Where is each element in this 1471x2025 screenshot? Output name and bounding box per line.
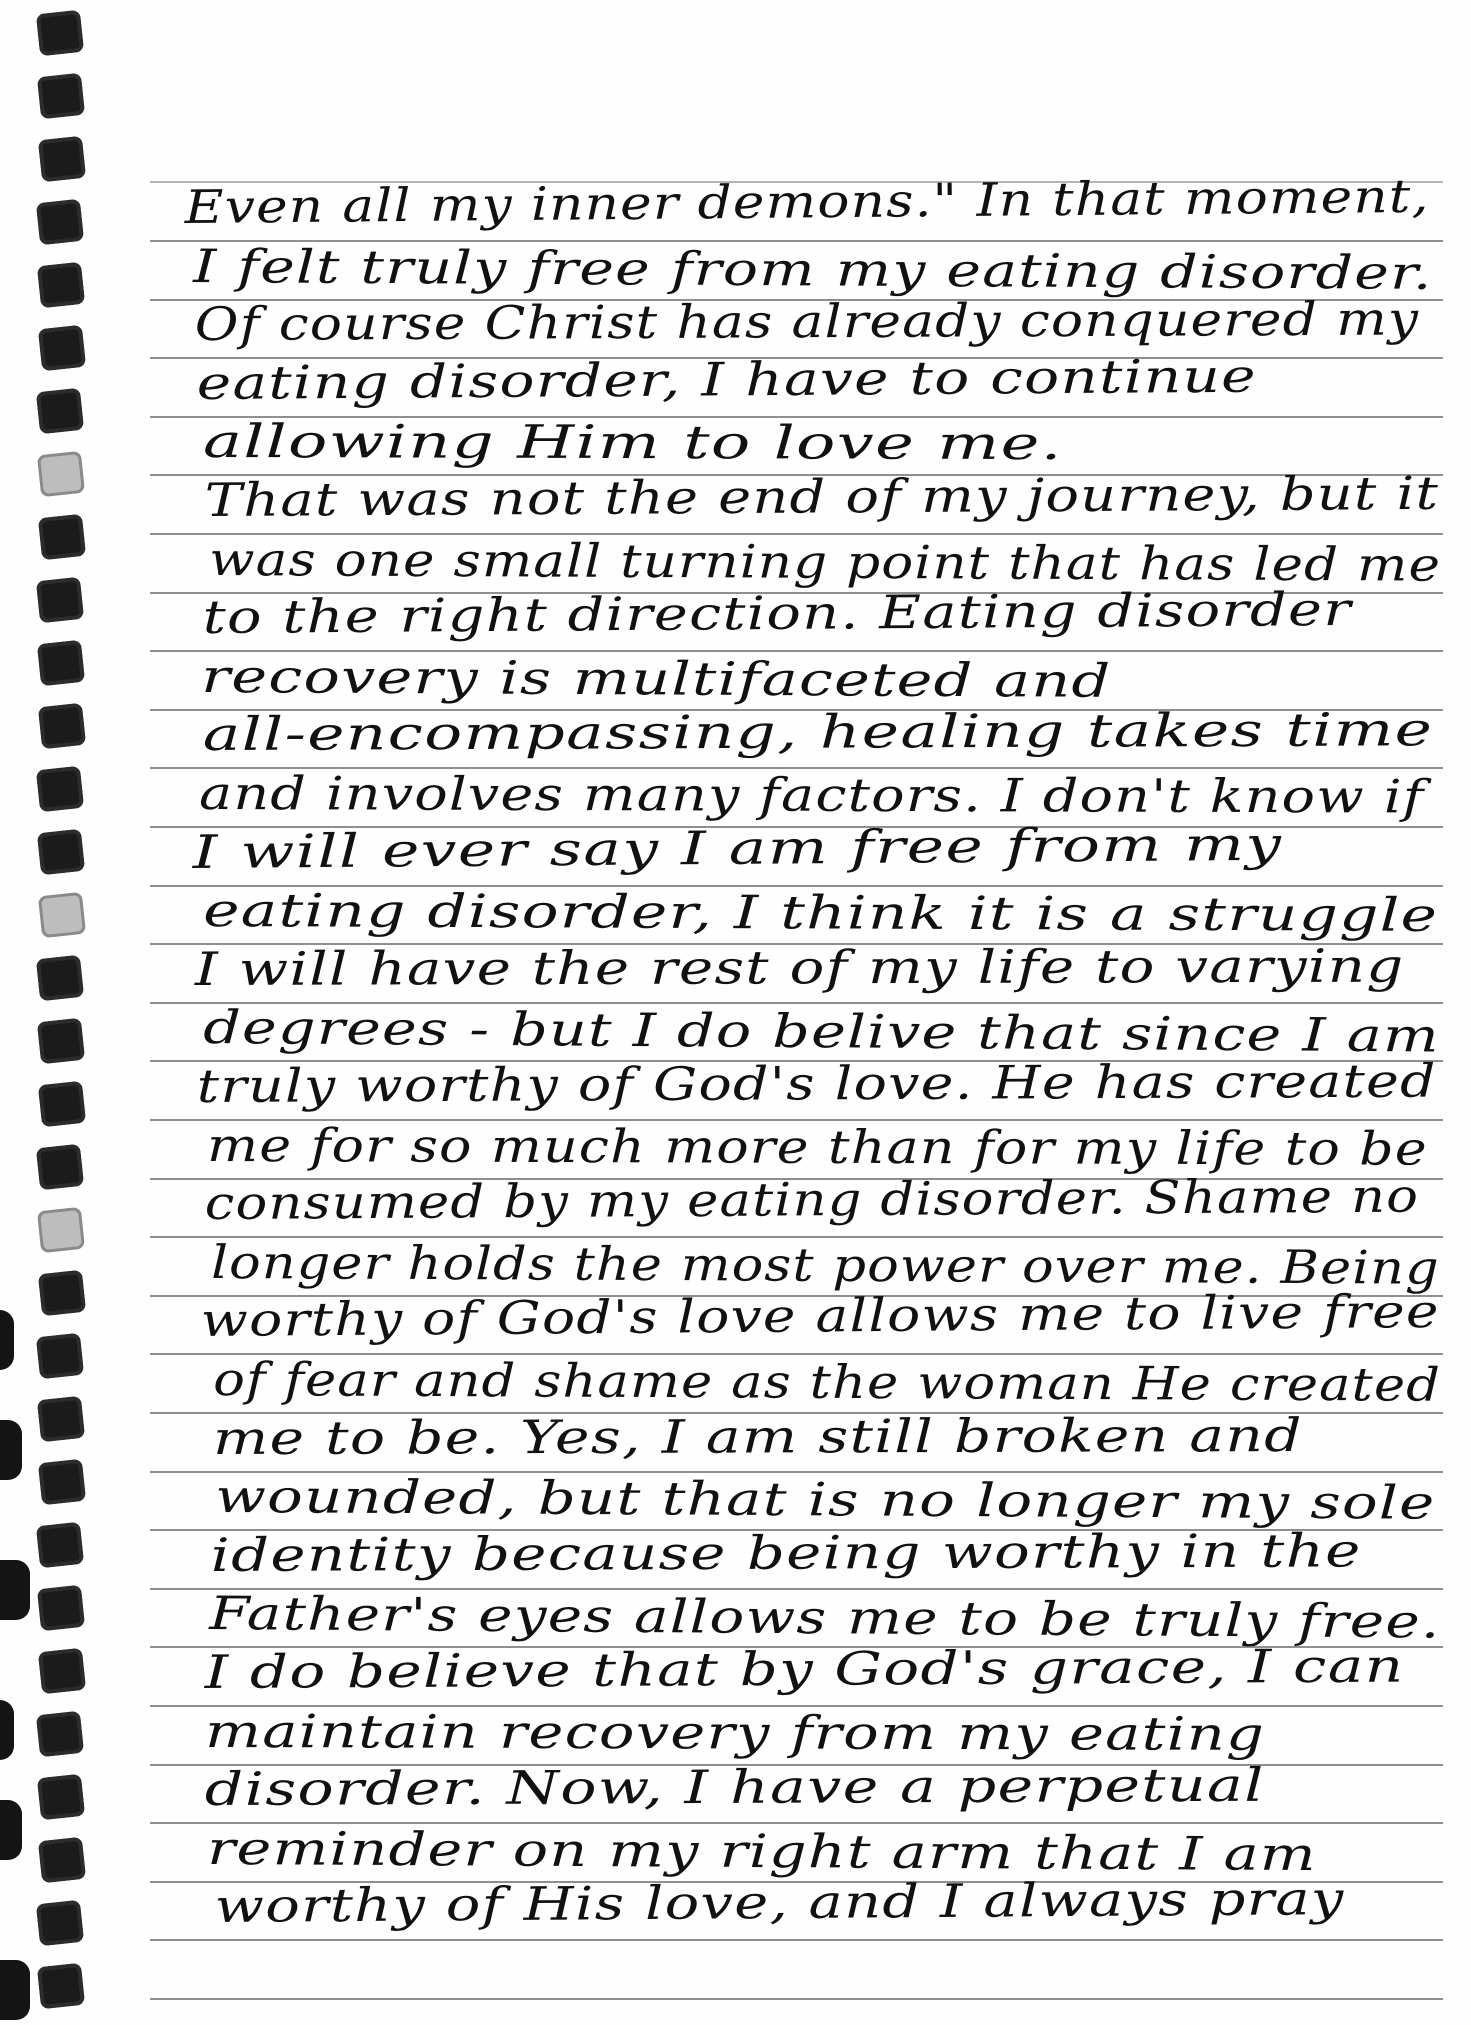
text-line: Even all my inner demons." In that moment, <box>184 168 1430 234</box>
text-line: was one small turning point that has led me <box>209 532 1442 592</box>
text-line: reminder on my right arm that I am <box>207 1821 1318 1882</box>
text-line: all-encompassing, healing takes time <box>202 702 1434 761</box>
text-line: to the right direction. Eating disorder <box>202 581 1353 644</box>
text-line: recovery is multifaceted and <box>201 649 1112 708</box>
text-line: I will ever say I am free from my <box>192 816 1283 879</box>
text-line: and involves many factors. I don't know if <box>199 766 1425 824</box>
text-line: identity because being worthy in the <box>210 1523 1362 1582</box>
text-line: worthy of His love, and I always pray <box>214 1871 1345 1933</box>
text-line: That was not the end of my journey, but it <box>204 465 1440 527</box>
text-line: disorder. Now, I have a perpetual <box>204 1757 1265 1816</box>
text-line: eating disorder, I think it is a struggle <box>203 883 1439 942</box>
text-line: Of course Christ has already conquered my <box>194 291 1420 351</box>
text-line: consumed by my eating disorder. Shame no <box>204 1168 1420 1230</box>
text-line: I do believe that by God's grace, I can <box>204 1638 1405 1699</box>
text-line: of fear and shame as the woman He created <box>213 1352 1442 1412</box>
text-line: truly worthy of God's love. He has created <box>196 1053 1437 1113</box>
text-line: me for so much more than for my life to be <box>207 1118 1428 1176</box>
text-line: maintain recovery from my eating <box>205 1704 1266 1761</box>
text-line: eating disorder, I have to continue <box>196 348 1258 410</box>
text-line: worthy of God's love allows me to live free <box>200 1283 1440 1347</box>
text-line: I felt truly free from my eating disorder. <box>193 239 1433 300</box>
text-line: allowing Him to love me. <box>203 414 1064 471</box>
text-line: degrees - but I do belive that since I am <box>203 1000 1441 1063</box>
text-line: me to be. Yes, I am still broken and <box>212 1408 1303 1465</box>
text-line: Father's eyes allows me to be truly free. <box>209 1586 1441 1649</box>
text-line: longer holds the most power over me. Being <box>211 1235 1440 1295</box>
text-line: wounded, but that is no longer my sole <box>215 1469 1436 1530</box>
text-line: I will have the rest of my life to varying <box>194 938 1405 996</box>
